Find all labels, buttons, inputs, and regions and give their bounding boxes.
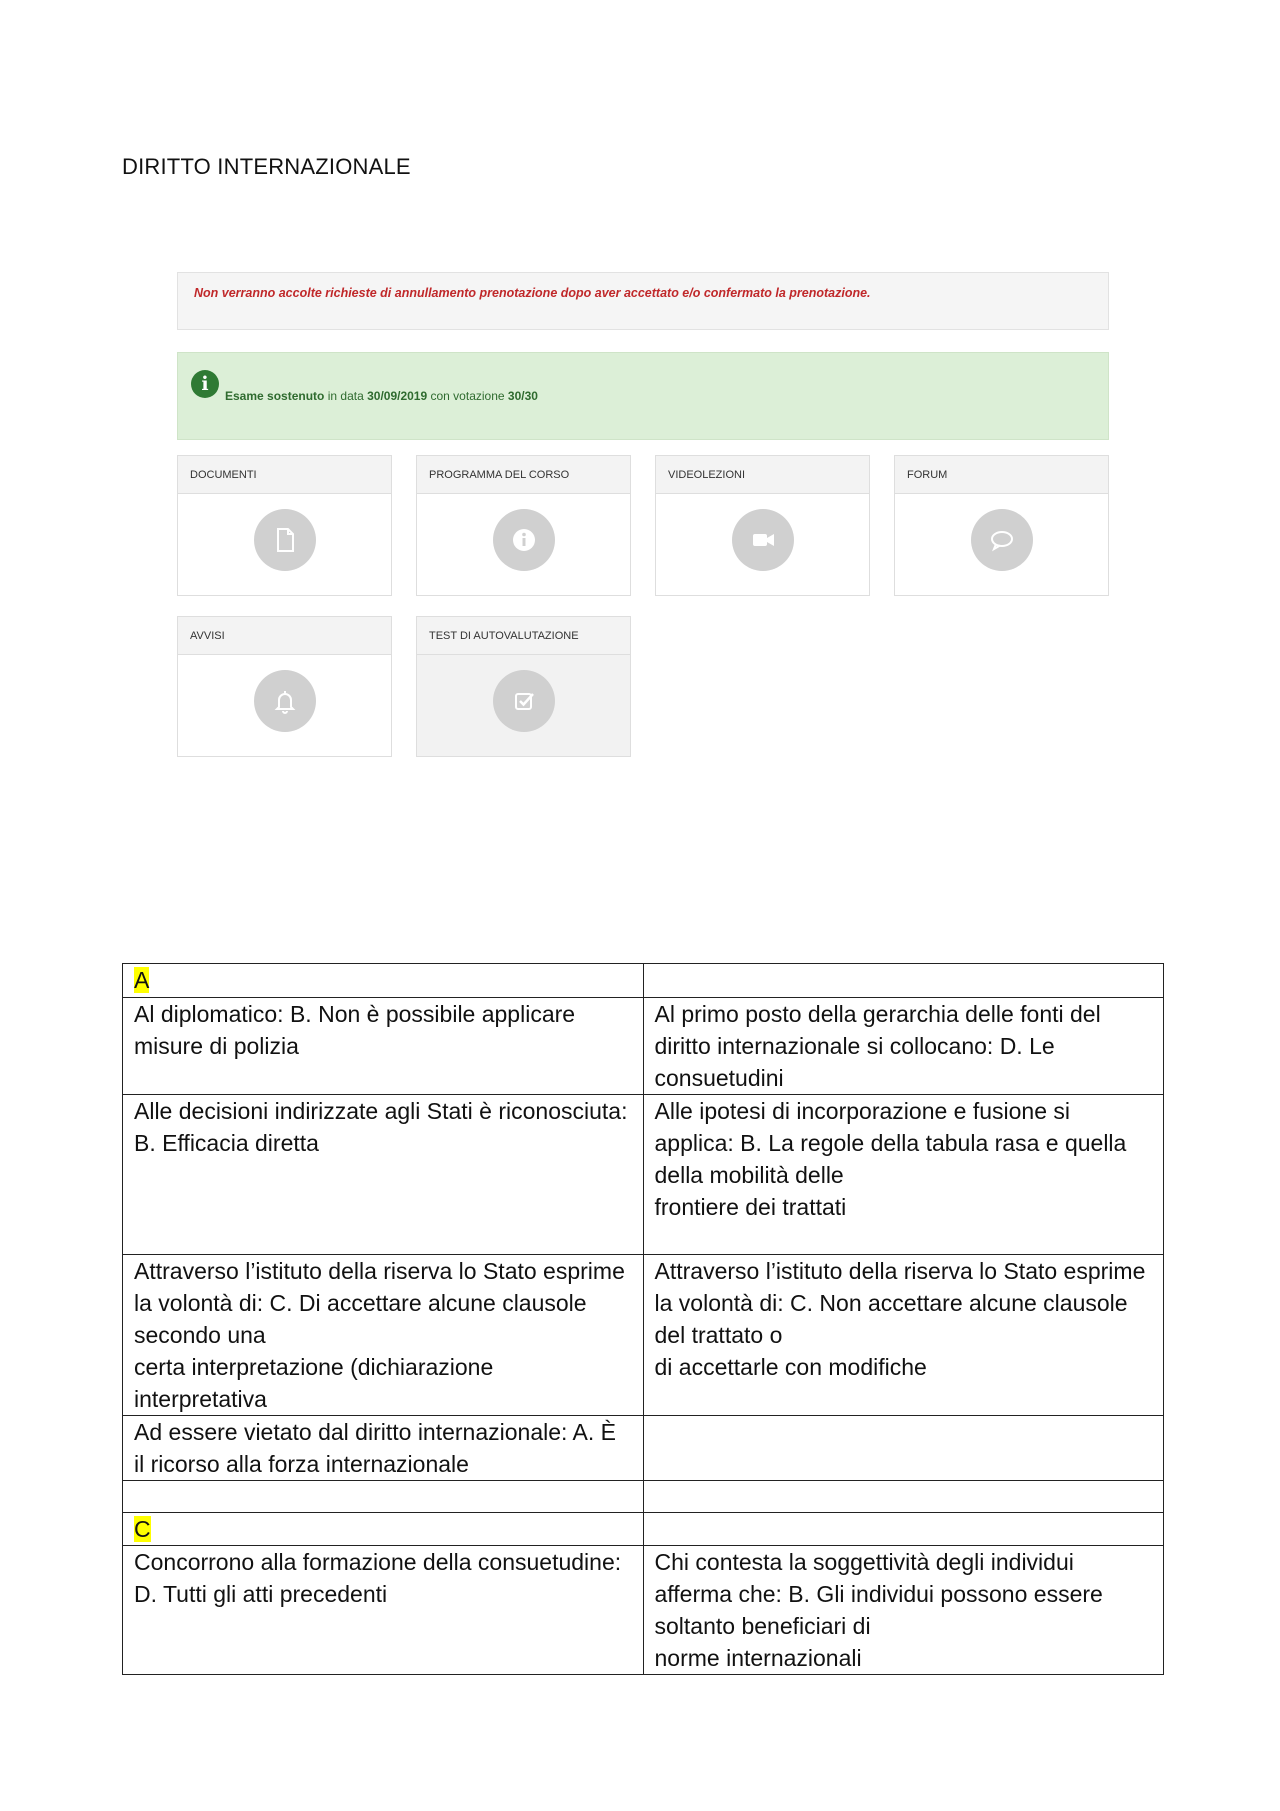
table-cell: [123, 1481, 644, 1513]
cell-line: norme internazionali: [654, 1645, 862, 1671]
tile-documenti[interactable]: [177, 455, 392, 596]
tile-label: TEST DI AUTOVALUTAZIONE: [417, 617, 630, 655]
table-cell: [643, 964, 1164, 998]
cell-line: Chi contesta la soggettività degli individui afferma che: B. Gli individui possono essere soltanto beneficiari di: [654, 1549, 1103, 1639]
cell-line: frontiere dei trattati: [654, 1194, 847, 1220]
table-row: [123, 1095, 1164, 1255]
chat-bubble-icon: [971, 509, 1033, 571]
table-row: [123, 1416, 1164, 1481]
cancellation-notice: [177, 272, 1109, 330]
document-icon: [254, 509, 316, 571]
table-cell: [123, 1513, 644, 1546]
exam-grade: 30/30: [507, 389, 538, 403]
video-camera-icon: [732, 509, 794, 571]
table-cell: [643, 1546, 1164, 1675]
table-cell: [123, 1255, 644, 1416]
exam-result-banner: [177, 352, 1109, 440]
exam-grade-prefix: con votazione: [430, 389, 505, 403]
cell-line: Alle ipotesi di incorporazione e fusione si applica: B. La regole della tabula rasa e quella della mobilità delle: [654, 1098, 1127, 1188]
table-row: [123, 1255, 1164, 1416]
tile-programma-del-corso[interactable]: [416, 455, 631, 596]
tile-videolezioni[interactable]: [655, 455, 870, 596]
table-cell: [643, 1416, 1164, 1481]
checkbox-icon: [493, 670, 555, 732]
questions-table: [122, 963, 1164, 1675]
exam-date: 30/09/2019: [367, 389, 428, 403]
table-cell: Al diplomatico: B. Non è possibile applicare misure di polizia: [123, 998, 644, 1095]
section-letter-a: A: [134, 967, 150, 993]
tile-avvisi[interactable]: [177, 616, 392, 757]
table-cell: [643, 1095, 1164, 1255]
table-row: [123, 1481, 1164, 1513]
tile-label: AVVISI: [178, 617, 391, 655]
info-icon: [493, 509, 555, 571]
document-title: DIRITTO INTERNAZIONALE: [122, 154, 411, 179]
notice-text: Non verranno accolte richieste di annullamento prenotazione dopo aver accettato e/o confermato la prenotazione.: [194, 286, 871, 300]
exam-result-text: [225, 389, 538, 403]
tile-label: DOCUMENTI: [178, 456, 391, 494]
cell-line: di accettarle con modifiche: [654, 1354, 927, 1380]
table-cell: Alle decisioni indirizzate agli Stati è riconosciuta: B. Efficacia diretta: [123, 1095, 644, 1255]
bell-icon: [254, 670, 316, 732]
cell-line: Attraverso l’istituto della riserva lo Stato esprime la volontà di: C. Non accettare alcune clausole del trattato o: [654, 1258, 1146, 1348]
table-row: [123, 1513, 1164, 1546]
table-row: [123, 998, 1164, 1095]
tile-label: VIDEOLEZIONI: [656, 456, 869, 494]
tile-test-di-autovalutazione[interactable]: [416, 616, 631, 757]
section-letter-c: C: [134, 1516, 151, 1542]
tile-label: FORUM: [895, 456, 1108, 494]
table-row: [123, 964, 1164, 998]
tile-label: PROGRAMMA DEL CORSO: [417, 456, 630, 494]
exam-date-prefix: in data: [327, 389, 364, 403]
table-cell: [123, 964, 644, 998]
table-cell: Al primo posto della gerarchia delle fonti del diritto internazionale si collocano: D. Le consuetudini: [643, 998, 1164, 1095]
table-cell: Concorrono alla formazione della consuetudine: D. Tutti gli atti precedenti: [123, 1546, 644, 1675]
cell-line: certa interpretazione (dichiarazione interpretativa: [134, 1354, 494, 1412]
table-cell: [643, 1513, 1164, 1546]
table-cell: [643, 1481, 1164, 1513]
table-cell: Ad essere vietato dal diritto internazionale: A. È il ricorso alla forza internazionale: [123, 1416, 644, 1481]
tile-forum[interactable]: [894, 455, 1109, 596]
info-icon: i: [191, 370, 219, 398]
table-cell: [643, 1255, 1164, 1416]
table-row: [123, 1546, 1164, 1675]
cell-line: Attraverso l’istituto della riserva lo Stato esprime la volontà di: C. Di accettare alcune clausole secondo una: [134, 1258, 625, 1348]
exam-status-label: Esame sostenuto: [225, 389, 325, 403]
